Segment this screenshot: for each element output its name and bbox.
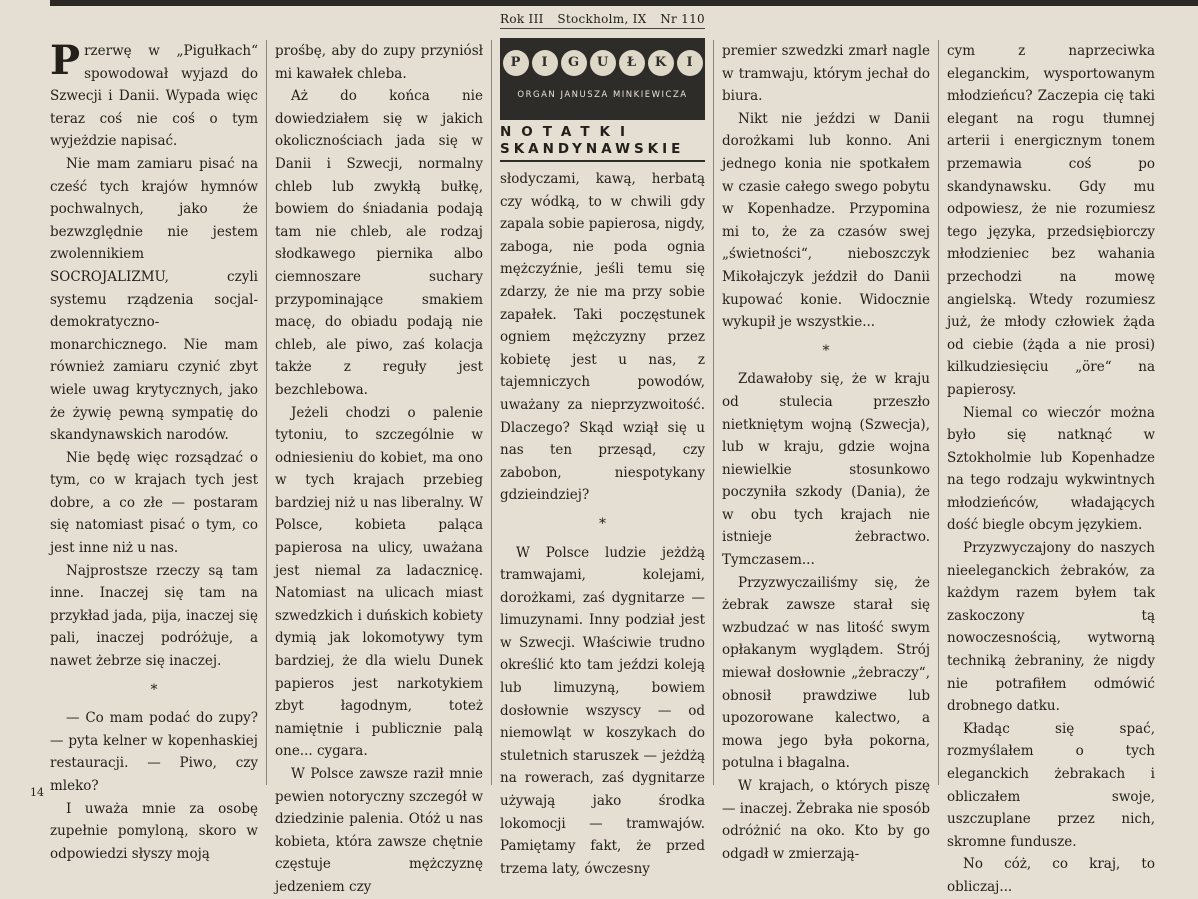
header-volume: Rok III bbox=[500, 12, 544, 26]
article-paragraph bbox=[275, 85, 483, 401]
paragraph-text: Nie będę więc rozsądzać o tym, co w krajach tych jest dobre, a co złe — postaram się natomiast pisać o tym, co jest inne niż u nas. bbox=[50, 449, 258, 557]
section-title bbox=[500, 124, 705, 158]
paragraph-text: Nie mam zamiaru pisać na cześć tych krajów hymnów pochwalnych, jako że bezwzględnie nie jestem zwolennikiem SOCROJALIZMU, czyli systemu rządzenia socjal-demokratyczno-monarchicznego. Nie mam również zamiaru czynić zbyt wiele uwag krytycznych, jako że żywię pewną sympatię do skandynawskich narodów. bbox=[50, 155, 258, 444]
article-column-1 bbox=[50, 37, 258, 862]
masthead-logo bbox=[500, 38, 705, 120]
masthead-letter: I bbox=[532, 50, 558, 76]
column-rule bbox=[266, 40, 267, 785]
paragraph-text: — Co mam podać do zupy? — pyta kelner w kopenhaskiej restauracji. — Piwo, czy mleko? bbox=[50, 710, 258, 794]
paragraph-text: prośbę, aby do zupy przyniósł mi kawałek chleba. bbox=[275, 43, 483, 82]
article-paragraph bbox=[947, 40, 1155, 402]
masthead-letter: P bbox=[503, 50, 529, 76]
section-separator: * bbox=[599, 515, 606, 532]
paragraph-text: słodyczami, kawą, herbatą czy wódką, to w chwili gdy zapala sobie papierosa, nigdy, zaboga, nie poda ognia mężczyźnie, jeśli temu się zdarzy, że nie ma przy sobie zapałek. Taki poczęstunek ogniem mężczyzny przez kobietę jest u nas, z tajemniczych powodów, uważany za nieprzyzwoitość. Dlaczego? Skąd wziął się u nas ten przesąd, czy zabobon, niespotykany gdzieindziej? bbox=[500, 171, 706, 504]
article-paragraph bbox=[275, 402, 483, 764]
section-title-line2: SKANDYNAWSKIE bbox=[500, 141, 685, 157]
paragraph-text: Przyzwyczailiśmy się, że żebrak zawsze starał się wzbudzać w nas litość swym opłakanym wyglądem. Strój miewał dosłownie „żebraczy“, obnosił prawdziwe lub upozorowane kalectwo, a mowa jego była pokorna, potulna i błagalna. bbox=[722, 574, 930, 772]
masthead-letter: Ł bbox=[619, 50, 645, 76]
page-number: 14 bbox=[30, 786, 44, 799]
masthead-letter: I bbox=[677, 50, 703, 76]
article-paragraph bbox=[500, 168, 705, 507]
article-paragraph bbox=[275, 40, 483, 85]
column-rule bbox=[938, 40, 939, 785]
paragraph-text: W Polsce ludzie jeżdżą tramwajami, kolejami, dorożkami, zaś dygnitarze — limuzynami. Inny podział jest w Szwecji. Właściwie trudno określić kto tam jeździ koleją lub limuzyną, bowiem dosłownie wszyscy — od niemowląt w koszykach do stuletnich staruszek — jeżdżą na rowerach, zaś dygnitarze używają jako środka lokomocji — tramwajów. Pamiętamy fakt, że przed trzema laty, ówczesny bbox=[500, 544, 705, 877]
masthead-letter: K bbox=[648, 50, 674, 76]
article-column-4 bbox=[722, 40, 931, 862]
article-column-5 bbox=[947, 40, 1155, 895]
paragraph-text: premier szwedzki zmarł nagle w tramwaju, którym jechał do biura. bbox=[722, 43, 930, 105]
header-number: Nr 110 bbox=[660, 12, 705, 26]
paragraph-text: Przyzwyczajony do naszych nieeleganckich żebraków, za każdym razem byłem tak zaskoczony tą nowoczesnością, wytworną techniką żebraniny, że nigdy nie potrafiłem odmówić drobnego datku. bbox=[947, 540, 1155, 715]
article-paragraph bbox=[500, 542, 705, 881]
paragraph-text: Najprostsze rzeczy są tam inne. Inaczej się tam na przykład jada, pija, inaczej się pali, inaczej podróżuje, a nawet żebrze się inaczej. bbox=[50, 562, 258, 670]
article-paragraph bbox=[947, 402, 1155, 538]
paragraph-text: Zdawałoby się, że w kraju od stulecia przeszło nietkniętym wojną (Szwecja), lub w kraju, gdzie wojna niewielkie stosunkowo poczyniła szkody (Dania), że w obu tych krajach nie istnieje żebractwo. Tymczasem... bbox=[722, 371, 930, 569]
article-paragraph bbox=[947, 718, 1155, 854]
paragraph-text: No cóż, co kraj, to obliczaj... bbox=[947, 856, 1155, 895]
section-separator: * bbox=[822, 342, 830, 359]
page-header bbox=[500, 12, 705, 29]
article-paragraph bbox=[275, 763, 483, 899]
masthead-title bbox=[500, 50, 705, 76]
paragraph-text: I uważa mnie za osobę zupełnie pomyloną, skoro w odpowiedzi słyszy moją bbox=[50, 800, 258, 862]
paragraph-text: Nikt nie jeździ w Danii dorożkami lub konno. Ani jednego konia nie spotkałem w czasie całego swego pobytu w Kopenhadze. Przypomina mi to, że za czasów swej „świetności“, nieboszczyk Mikołajczyk jeździł do Danii kupować konie. Widocznie wykupił je wszystkie... bbox=[722, 110, 930, 331]
paragraph-text: Aż do końca nie dowiedziałem się w jakich okolicznościach jada się w Danii i Szwecji, normalny chleb lub zwykłą bułkę, bowiem do śniadania podają tam nie chleb, ale rodzaj słodkawego piernika albo ciemnoszare suchary przypominające smakiem macę, do obiadu podają nie chleb, ale piwo, zaś kolacja także z reguły jest bezchlebowa. bbox=[275, 88, 483, 398]
article-paragraph bbox=[50, 37, 258, 153]
article-paragraph bbox=[50, 153, 258, 447]
article-column-3 bbox=[500, 168, 706, 877]
article-paragraph bbox=[722, 775, 930, 865]
article-paragraph bbox=[722, 40, 930, 108]
masthead-letter: G bbox=[561, 50, 587, 76]
article-paragraph bbox=[722, 108, 930, 334]
column-rule bbox=[491, 40, 492, 785]
column-rule bbox=[713, 40, 714, 785]
paragraph-text: Niemal co wieczór można było się natknąć w Sztokholmie lub Kopenhadze na tego rodzaju wykwintnych młodzieńców, władających dość biegle obcym językiem. bbox=[947, 404, 1155, 534]
title-divider bbox=[500, 160, 705, 162]
paragraph-text: W krajach, o których piszę — inaczej. Żebraka nie sposób odróżnić na oko. Kto by go odgadł w zmierzają- bbox=[722, 778, 931, 862]
paragraph-text: Jeżeli chodzi o palenie tytoniu, to szczególnie w odniesieniu do kobiet, ma ono w tych krajach przebieg bardziej niż u nas liberalny. W Polsce, kobieta paląca papierosa na ulicy, uważana jest niemal za ladacznicę. Natomiast na ulicach miast szwedzkich i duńskich kobiety dymią jak lokomotywy tym bardziej, że dla wielu Dunek papieros jest narkotykiem zbyt łagodnym, toteż namiętnie i publicznie palą one... cygara. bbox=[275, 404, 483, 760]
section-title-line1: NOTATKI bbox=[500, 124, 636, 140]
paragraph-text: cym z naprzeciwka eleganckim, wysportowanym młodzieńcu? Zaczepia cię taki elegant na rogu tłumnej arterii i energicznym tonem przemawia coś po skandynawsku. Gdy mu odpowiesz, że nie rozumiesz tego języka, przedsiębiorczy młodzieniec bez wahania przechodzi na mowę angielską. Wtedy rozumiesz już, że młody człowiek żąda od ciebie (żąda a nie prosi) kilkudziesięciu „öre“ na papierosy. bbox=[947, 43, 1155, 398]
masthead-subtitle: ORGAN JANUSZA MINKIEWICZA bbox=[517, 90, 688, 100]
article-paragraph bbox=[50, 798, 258, 866]
article-paragraph bbox=[722, 572, 930, 775]
paragraph-text: W Polsce zawsze raził mnie pewien notoryczny szczegół w dziedzinie palenia. Otóż u nas kobieta, która zawsze chętnie częstuje mężczyznę jedzeniem czy bbox=[275, 766, 483, 895]
masthead-letter: U bbox=[590, 50, 616, 76]
article-paragraph bbox=[50, 447, 258, 560]
article-paragraph bbox=[947, 537, 1155, 718]
section-separator: * bbox=[150, 681, 158, 698]
header-place: Stockholm, IX bbox=[557, 12, 647, 26]
top-border-bar bbox=[50, 0, 1198, 6]
article-paragraph bbox=[50, 707, 258, 797]
paragraph-text: rzerwę w „Pigułkach“ spowodował wyjazd do Szwecji i Danii. Wypada więc teraz coś nie coś o tym wyjeżdzie napisać. bbox=[50, 43, 258, 150]
article-column-2 bbox=[275, 40, 483, 895]
drop-cap: P bbox=[50, 37, 81, 84]
article-paragraph bbox=[722, 368, 930, 571]
article-paragraph bbox=[50, 560, 258, 673]
paragraph-text: Kładąc się spać, rozmyślałem o tych eleganckich żebrakach i obliczałem swoje, uszczuplane przez nich, skromne fundusze. bbox=[947, 720, 1155, 850]
article-paragraph bbox=[947, 853, 1155, 898]
